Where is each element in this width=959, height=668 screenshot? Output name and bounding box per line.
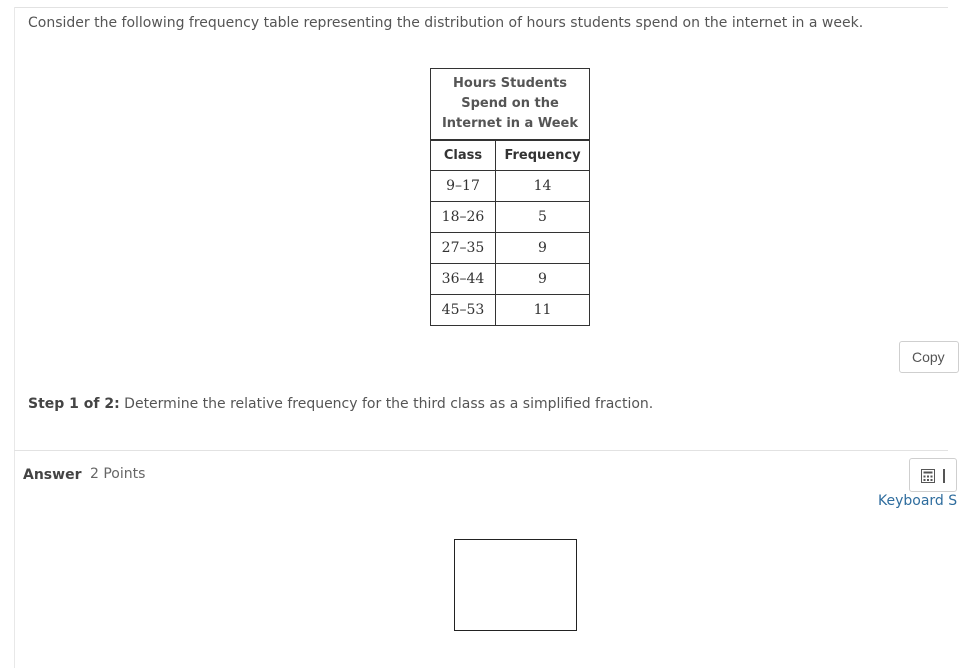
content-border	[14, 7, 15, 668]
section-divider	[14, 450, 948, 451]
copy-button[interactable]: Copy	[899, 341, 959, 373]
frequency-cell: 11	[496, 295, 590, 326]
class-cell: 9–17	[431, 171, 496, 202]
answer-input-box[interactable]	[454, 539, 577, 631]
frequency-cell: 9	[496, 264, 590, 295]
table-row	[431, 171, 590, 202]
frequency-cell: 14	[496, 171, 590, 202]
frequency-cell: 5	[496, 202, 590, 233]
table-row	[431, 264, 590, 295]
class-cell: 27–35	[431, 233, 496, 264]
class-cell: 18–26	[431, 202, 496, 233]
step-text: Determine the relative frequency for the third class as a simplified fraction.	[119, 396, 654, 412]
column-header-frequency: Frequency	[496, 140, 590, 171]
calculator-icon	[921, 469, 935, 483]
caption-line: Internet in a Week	[441, 116, 579, 131]
table-row	[431, 233, 590, 264]
class-cell: 36–44	[431, 264, 496, 295]
calculator-button[interactable]	[909, 458, 957, 492]
caption-line: Spend on the	[461, 96, 559, 111]
frequency-cell: 9	[496, 233, 590, 264]
points-value: 2 Points	[90, 466, 146, 482]
keyboard-shortcuts-link[interactable]: Keyboard S	[878, 493, 958, 509]
table-row	[431, 295, 590, 326]
table-caption	[431, 69, 590, 141]
question-prompt: Consider the following frequency table representing the distribution of hours students spend on the internet in a week.	[28, 15, 864, 31]
table-row	[431, 202, 590, 233]
column-header-class: Class	[431, 140, 496, 171]
answer-label: Answer	[23, 467, 82, 483]
caption-line: Hours Students	[453, 76, 567, 91]
frequency-table	[430, 68, 590, 326]
top-divider	[14, 7, 948, 8]
class-cell: 45–53	[431, 295, 496, 326]
step-prefix: Step 1 of 2:	[28, 396, 120, 412]
button-label-fragment	[943, 469, 945, 483]
step-instruction	[28, 396, 653, 412]
